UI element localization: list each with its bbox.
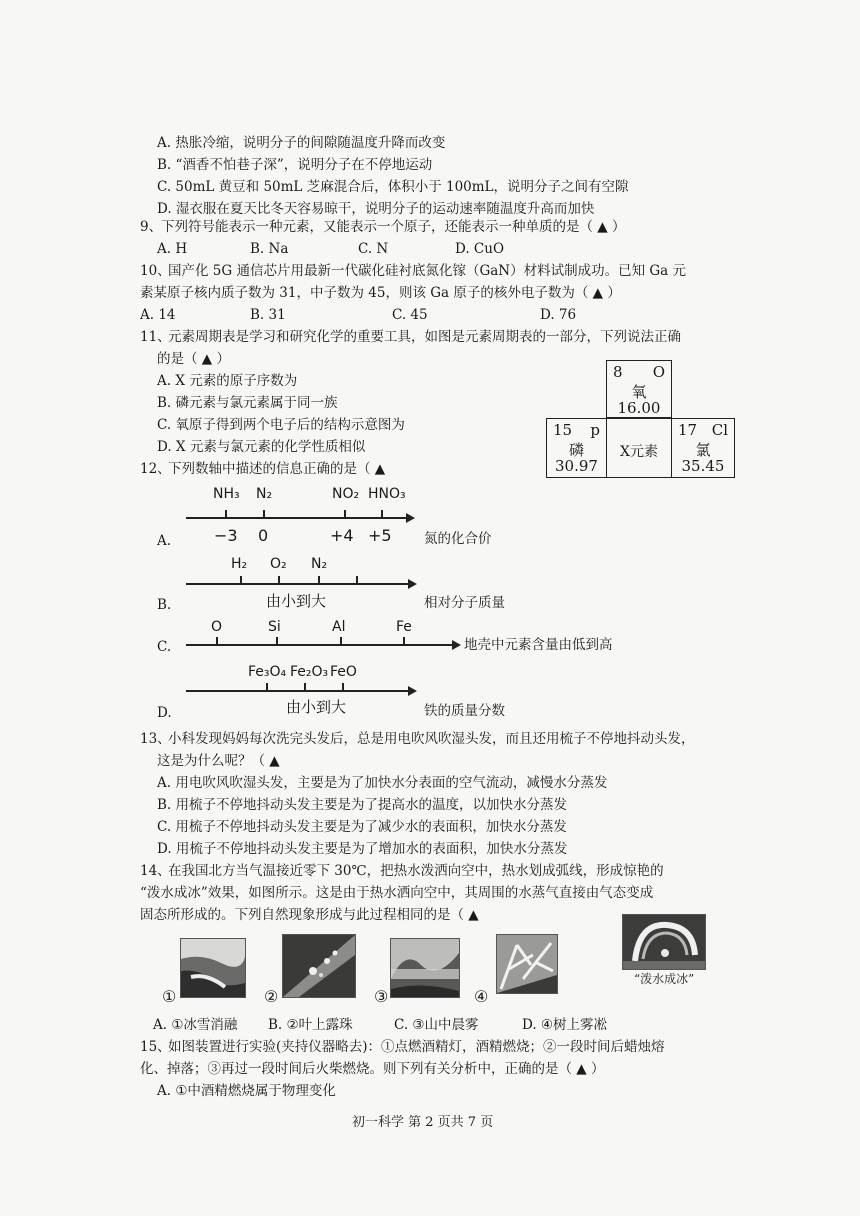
numberline-a-arrowhead [406, 513, 415, 523]
pt-cell-oxygen [606, 360, 672, 418]
numberline-a-tick [263, 510, 265, 518]
photo-melting-snow [180, 938, 246, 998]
numberline-a-label-no2: NO₂ [332, 486, 360, 502]
q11-option-a: A. X 元素的原子序数为 [157, 373, 298, 389]
q12-stem: 下列数轴中描述的信息正确的是（ ▲ [168, 461, 386, 477]
numberline-d-order-label: 由小到大 [286, 698, 347, 716]
numberline-c-tick [216, 637, 218, 645]
numberline-a-label-n2: N₂ [256, 486, 273, 502]
q15-option-a: A. ①中酒精燃烧属于物理变化 [157, 1083, 336, 1099]
q12-number: 12、 [140, 461, 171, 477]
page-footer: 初一科学 第 2 页共 7 页 [352, 1115, 494, 1130]
numberline-c-tick [276, 637, 278, 645]
q13-number: 13、 [140, 731, 171, 747]
q10-option-b: B. 31 [250, 307, 286, 323]
numberline-a-caption: 氮的化合价 [424, 531, 492, 547]
photo-1-number: ① [162, 987, 177, 1006]
numberline-d-arrowhead [408, 686, 417, 696]
q8-option-a: A. 热胀冷缩，说明分子的间隙随温度升降而改变 [157, 135, 446, 151]
numberline-c-label-si: Si [268, 619, 281, 635]
q8-option-c: C. 50mL 黄豆和 50mL 芝麻混合后，体积小于 100mL，说明分子之间有空隙 [157, 179, 629, 195]
photo-4-number: ④ [474, 987, 489, 1006]
numberline-c-tick [340, 637, 342, 645]
q11-option-c: C. 氧原子得到两个电子后的结构示意图为 [157, 417, 405, 433]
numberline-b-caption: 相对分子质量 [424, 595, 505, 611]
q9-option-d: D. CuO [455, 241, 505, 257]
photo-rime-on-tree [496, 934, 558, 994]
photo-dew-on-leaf [282, 934, 356, 998]
numberline-d-label-feo: FeO [330, 664, 357, 680]
q15-line1: 如图装置进行实验(夹持仪器略去)：①点燃酒精灯，酒精燃烧；②一段时间后蜡烛熔 [168, 1039, 665, 1055]
numberline-b-arrowhead [408, 579, 417, 589]
numberline-c-arrowhead [452, 640, 461, 650]
q14-line3: 固态所形成的。下列自然现象形成与此过程相同的是（ ▲ [140, 907, 479, 923]
numberline-b-letter: B. [157, 597, 172, 613]
numberline-a-tick [225, 510, 227, 518]
q13-option-a: A. 用电吹风吹湿头发，主要是为了加快水分表面的空气流动，减慢水分蒸发 [157, 775, 608, 791]
numberline-d-tick [304, 683, 306, 691]
numberline-d-label-fe2o3: Fe₂O₃ [290, 664, 329, 680]
pt-chlorine-name: 氯 [695, 441, 711, 459]
q10-line1: 国产化 5G 通信芯片用最新一代碳化硅衬底氮化镓（GaN）材料试制成功。已知 Ga 元 [168, 263, 687, 279]
numberline-c-label-al: Al [332, 619, 346, 635]
photo-splash-caption: “泼水成冰” [634, 972, 695, 986]
photo-morning-fog [390, 938, 460, 998]
numberline-d-axis [186, 690, 410, 692]
q13-option-d: D. 用梳子不停地抖动头发主要是为了增加水的表面积，加快水分蒸发 [157, 841, 568, 857]
numberline-c-label-fe: Fe [396, 619, 412, 635]
q14-option-b: B. ②叶上露珠 [268, 1017, 353, 1033]
numberline-b-tick [278, 576, 280, 584]
numberline-a-tick [344, 510, 346, 518]
numberline-a-label-hno3: HNO₃ [368, 486, 406, 502]
numberline-c-letter: C. [157, 639, 172, 655]
q10-option-c: C. 45 [392, 307, 428, 323]
numberline-b-tick [318, 576, 320, 584]
pt-chlorine-number: 17 [678, 421, 698, 439]
numberline-a-value-plus5: +5 [368, 526, 392, 545]
numberline-a-value-plus4: +4 [330, 526, 354, 545]
q11-option-b: B. 磷元素与氯元素属于同一族 [157, 395, 338, 411]
q14-option-d: D. ④树上雾凇 [522, 1017, 608, 1033]
photo-splash-water-ice [622, 914, 706, 970]
q13-line1: 小科发现妈妈每次洗完头发后，总是用电吹风吹湿头发，而且还用梳子不停地抖动头发， [168, 731, 695, 747]
numberline-c-caption: 地壳中元素含量由低到高 [464, 637, 613, 653]
q15-number: 15、 [140, 1039, 171, 1055]
numberline-b-label-n2: N₂ [311, 556, 328, 572]
q14-line1: 在我国北方当气温接近零下 30℃，把热水泼洒向空中，热水划成弧线，形成惊艳的 [168, 863, 664, 879]
q9-option-b: B. Na [250, 241, 289, 257]
pt-cell-phosphorus [546, 418, 607, 478]
numberline-d-tick [266, 683, 268, 691]
q14-option-c: C. ③山中晨雾 [394, 1017, 479, 1033]
numberline-b-axis [186, 583, 410, 585]
q8-option-d: D. 湿衣服在夏天比冬天容易晾干，说明分子的运动速率随温度升高而加快 [157, 201, 595, 217]
q9-option-a: A. H [157, 241, 188, 257]
q13-option-b: B. 用梳子不停地抖动头发主要是为了提高水的温度，以加快水分蒸发 [157, 797, 568, 813]
q13-line2: 这是为什么呢？（ ▲ [157, 753, 280, 769]
numberline-d-tick [342, 683, 344, 691]
q14-option-a: A. ①冰雪消融 [153, 1017, 238, 1033]
numberline-d-label-fe3o4: Fe₃O₄ [248, 664, 287, 680]
numberline-b-tick [240, 576, 242, 584]
numberline-a-value-minus3: −3 [214, 526, 238, 545]
pt-phosphorus-number: 15 [553, 421, 573, 439]
q13-option-c: C. 用梳子不停地抖动头发主要是为了减少水的表面积，加快水分蒸发 [157, 819, 567, 835]
numberline-a-value-0: 0 [258, 526, 269, 545]
pt-chlorine-mass: 35.45 [681, 457, 725, 475]
q9-stem: 下列符号能表示一种元素，又能表示一个原子，还能表示一种单质的是（ ▲ ） [161, 219, 626, 235]
pt-cell-chlorine [671, 418, 735, 478]
pt-phosphorus-mass: 30.97 [555, 457, 598, 475]
numberline-a-tick [381, 510, 383, 518]
q15-line2: 化、掉落；③再过一段时间后火柴燃烧。则下列有关分析中，正确的是（ ▲ ） [140, 1061, 605, 1077]
numberline-c-axis [186, 644, 454, 646]
pt-cell-x [606, 418, 672, 478]
pt-x-label: X元素 [620, 444, 658, 460]
pt-oxygen-number: 8 [613, 363, 623, 381]
pt-phosphorus-symbol: p [590, 421, 600, 439]
numberline-b-label-h2: H₂ [231, 556, 248, 572]
q10-number: 10、 [140, 263, 171, 279]
numberline-b-tick [356, 576, 358, 584]
photo-3-number: ③ [374, 987, 389, 1006]
numberline-b-order-label: 由小到大 [266, 592, 327, 610]
q9-number: 9、 [140, 219, 163, 235]
q11-line1: 元素周期表是学习和研究化学的重要工具，如图是元素周期表的一部分，下列说法正确 [168, 329, 681, 345]
q10-option-a: A. 14 [140, 307, 176, 323]
q11-line2: 的是（ ▲ ） [157, 351, 230, 367]
numberline-a-letter: A. [157, 533, 172, 549]
photo-2-number: ② [264, 987, 279, 1006]
pt-oxygen-name: 氧 [631, 383, 647, 401]
q10-line2: 素某原子核内质子数为 31，中子数为 45，则该 Ga 原子的核外电子数为（ ▲ ） [140, 285, 621, 301]
q14-number: 14、 [140, 863, 171, 879]
numberline-c-tick [403, 637, 405, 645]
numberline-a-axis [186, 517, 408, 519]
numberline-a-label-nh3: NH₃ [213, 486, 240, 502]
pt-oxygen-symbol: O [652, 363, 665, 381]
numberline-d-letter: D. [157, 705, 172, 721]
q8-option-b: B. “酒香不怕巷子深”，说明分子在不停地运动 [157, 157, 433, 173]
pt-chlorine-symbol: Cl [711, 421, 728, 439]
q11-option-d: D. X 元素与氯元素的化学性质相似 [157, 439, 366, 455]
pt-oxygen-mass: 16.00 [617, 399, 661, 417]
q10-option-d: D. 76 [540, 307, 577, 323]
numberline-c-label-o: O [211, 619, 223, 635]
pt-phosphorus-name: 磷 [568, 441, 584, 459]
numberline-b-label-o2: O₂ [270, 556, 287, 572]
q9-option-c: C. N [358, 241, 389, 257]
q14-line2: “泼水成冰”效果，如图所示。这是由于热水洒向空中，其周围的水蒸气直接由气态变成 [140, 885, 654, 901]
numberline-d-caption: 铁的质量分数 [424, 703, 505, 719]
q11-number: 11、 [140, 329, 171, 345]
